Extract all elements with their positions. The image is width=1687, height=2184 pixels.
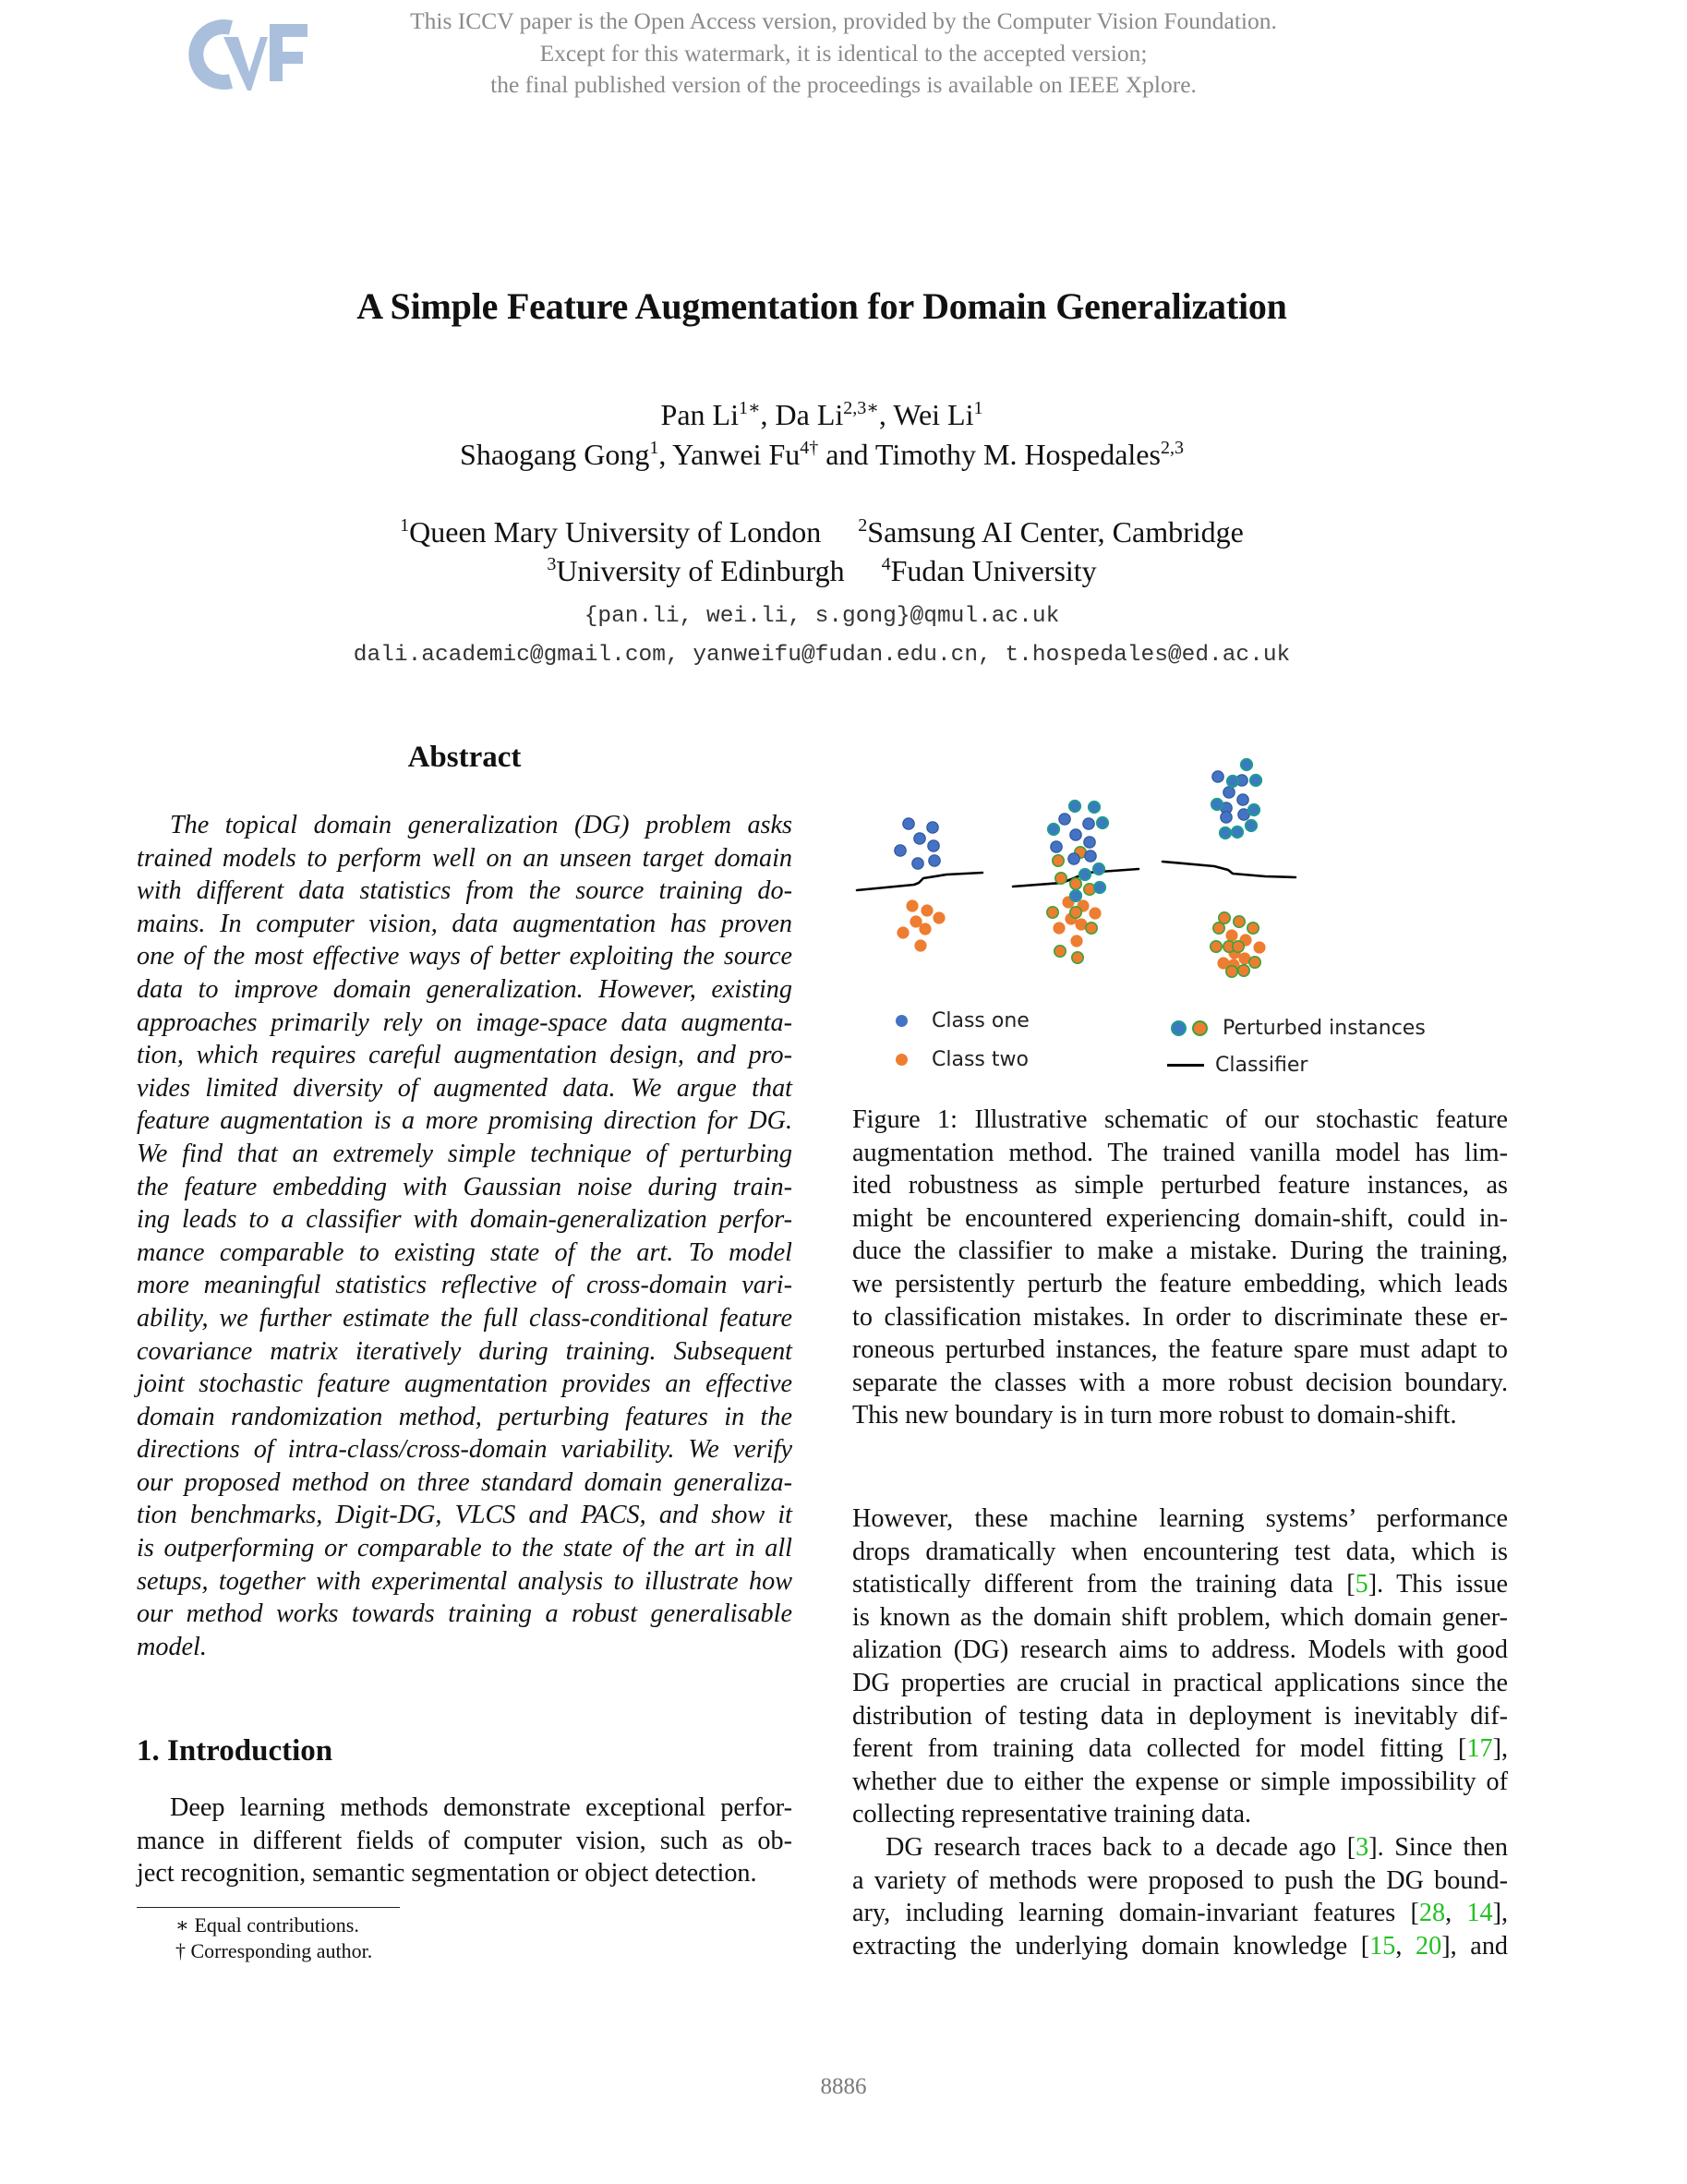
perturbed-class-two-point: [1070, 878, 1081, 889]
text-line: vides limited diversity of augmented data. We argue that: [137, 1073, 792, 1103]
text-line: duce the classifier to make a mistake. During the training,: [852, 1237, 1508, 1266]
perturbed-class-one-point: [1093, 863, 1104, 875]
affiliation-line-2: [0, 551, 1644, 590]
text-line: setups, together with experimental analysis to illustrate how: [137, 1566, 792, 1596]
text-line: to classification mistakes. In order to discriminate these er-: [852, 1302, 1508, 1332]
class-one-point: [1084, 837, 1095, 848]
blue-dot-icon: [896, 1015, 908, 1027]
footnotes: [175, 1913, 372, 1964]
perturbed-class-one-point: [1079, 869, 1091, 880]
perturbed-class-two-point: [1072, 952, 1083, 963]
class-one-point: [929, 855, 940, 866]
perturbed-class-two-point: [1226, 966, 1237, 977]
text-line: might be encountered experiencing domain-shift, could in-: [852, 1203, 1508, 1233]
class-two-point: [1254, 942, 1265, 953]
perturbed-class-one-point: [1211, 799, 1223, 810]
text-line: Deep learning methods demonstrate exceptional perfor-: [170, 1793, 792, 1822]
text-line: ited robustness as simple perturbed feature instances, as: [852, 1171, 1508, 1201]
page-number: 8886: [820, 2074, 867, 2099]
affiliation: $^1$Queen Mary University of London: [400, 515, 822, 549]
class-one-point: [928, 840, 939, 851]
citation-link[interactable]: 15: [1369, 1931, 1396, 1961]
text-line: mance comparable to existing state of the art. To model: [137, 1237, 792, 1267]
perturbed-class-one-point: [1094, 882, 1105, 893]
text-line: collecting representative training data.: [852, 1800, 1252, 1829]
class-one-point: [1070, 829, 1081, 840]
text-line: a variety of methods were proposed to push the DG bound-: [852, 1865, 1508, 1895]
email-line: dali.academic@gmail.com, yanweifu@fudan.edu.cn, t.hospedales@ed.ac.uk: [353, 643, 1291, 668]
text-line: covariance matrix iteratively during training. Subsequent: [137, 1336, 792, 1366]
class-one-point: [1068, 853, 1079, 864]
figure-1-caption: [852, 1104, 1508, 1432]
text-line: mance in different fields of computer vision, such as ob-: [137, 1826, 792, 1855]
perturbed-class-one-point: [1069, 801, 1080, 812]
perturbed-class-two-point: [1233, 941, 1244, 952]
perturbed-blue-dot-icon: [1171, 1020, 1187, 1036]
class-one-point: [1212, 771, 1223, 782]
figure-1-legend: [877, 993, 1505, 1085]
perturbed-class-one-point: [1232, 827, 1243, 838]
affiliation: $^3$University of Edinburgh: [547, 554, 845, 587]
text-line: statistically different from the training data [5]. This issue: [852, 1570, 1508, 1599]
introduction-heading: 1. Introduction: [137, 1734, 333, 1768]
class-two-point: [922, 905, 933, 916]
text-line: more meaningful statistics reflective of cross-domain vari-: [137, 1271, 792, 1300]
legend-perturbed-instances: Perturbed instances: [1171, 1017, 1426, 1040]
class-two-point: [907, 900, 918, 911]
perturbed-class-one-point: [1220, 827, 1231, 839]
text-line: The topical domain generalization (DG) problem asks: [170, 811, 792, 839]
perturbed-class-two-point: [1053, 855, 1064, 866]
class-two-point: [1226, 930, 1237, 941]
watermark-line: the final published version of the proceedings is available on IEEE Xplore.: [490, 71, 1197, 98]
class-one-point: [1051, 841, 1062, 852]
class-one-point: [1085, 851, 1096, 862]
text-line: ferent from training data collected for model fitting [17],: [852, 1734, 1508, 1764]
text-line: alization (DG) research aims to address. Models with good: [852, 1635, 1508, 1665]
perturbed-class-one-point: [1250, 775, 1261, 786]
class-two-point: [898, 927, 909, 938]
text-line: ject recognition, semantic segmentation or object detection.: [137, 1859, 757, 1888]
text-line: our method works towards training a robust generalisable: [137, 1599, 792, 1629]
class-two-point: [1054, 923, 1065, 934]
paper-title: A Simple Feature Augmentation for Domain Generalization: [356, 285, 1287, 327]
perturbed-class-one-point: [1241, 759, 1252, 770]
class-one-point: [927, 822, 938, 833]
legend-class-one: Class one: [896, 1009, 1030, 1032]
watermark-line: This ICCV paper is the Open Access version, provided by the Computer Vision Foundation.: [410, 7, 1277, 34]
text-line: separate the classes with a more robust decision boundary.: [852, 1368, 1508, 1397]
text-line: one of the most effective ways of better exploiting the source: [137, 942, 792, 971]
perturbed-class-two-point: [1249, 957, 1260, 968]
perturbed-class-one-point: [1248, 804, 1259, 815]
footnote-equal-contribution: ∗ Equal contributions.: [175, 1913, 359, 1937]
class-one-point: [895, 845, 906, 856]
text-line: data to improve domain generalization. However, existing: [137, 974, 792, 1004]
perturbed-class-two-point: [1238, 965, 1249, 976]
text-line: ary, including learning domain-invariant features [28, 14],: [852, 1899, 1508, 1928]
text-line: roneous perturbed instances, the feature spare must adapt to: [852, 1335, 1508, 1365]
affiliation-line-1: [0, 513, 1644, 551]
classifier-boundary: [857, 873, 982, 890]
author-name: Yanwei $Fu^{4\dagger}$: [672, 438, 819, 471]
class-two-point: [934, 912, 945, 923]
perturbed-class-two-point: [1086, 923, 1097, 934]
class-one-point: [903, 818, 914, 829]
text-line: our proposed method on three standard domain generaliza-: [137, 1467, 792, 1497]
abstract-body: [137, 809, 792, 1663]
perturbed-class-one-point: [1227, 776, 1238, 787]
perturbed-class-two-point: [1070, 907, 1081, 918]
legend-classifier: Classifier: [1167, 1054, 1307, 1077]
classifier-boundary: [1163, 862, 1295, 877]
text-line: directions of intra-class/cross-domain variability. We verify: [137, 1435, 792, 1465]
citation-link[interactable]: 17: [1466, 1734, 1493, 1764]
text-line: extracting the underlying domain knowledge [15, 20], and: [852, 1931, 1509, 1961]
author-name: Pan $Li^{1∗}$: [660, 398, 761, 431]
perturbed-class-two-point: [1055, 873, 1066, 884]
orange-dot-icon: [896, 1054, 908, 1066]
affiliations: [0, 513, 1644, 590]
citation-link[interactable]: 20: [1416, 1931, 1442, 1961]
author-line-1: Pan $Li^{1∗}$, Da $Li^{2,3∗}$, Wei Li$^1$: [660, 398, 983, 431]
legend-class-two: Class two: [896, 1048, 1029, 1071]
class-one-point: [1223, 787, 1235, 798]
author-name: Da $Li^{2,3∗}$: [775, 398, 879, 431]
class-one-point: [1237, 794, 1248, 805]
perturbed-class-one-point: [1246, 820, 1257, 831]
class-two-point: [910, 916, 922, 927]
citation-link[interactable]: 5: [1355, 1570, 1368, 1599]
introduction-body-left: [137, 1792, 792, 1890]
class-one-point: [912, 858, 923, 869]
perturbed-class-two-point: [1047, 907, 1058, 918]
text-line: the feature embedding with Gaussian noise during train-: [137, 1172, 792, 1201]
text-line: ing leads to a classifier with domain-generalization perfor-: [137, 1205, 792, 1235]
email-line: {pan.li, wei.li, s.gong}@qmul.ac.uk: [584, 604, 1060, 629]
citation-link[interactable]: 28: [1418, 1899, 1446, 1928]
class-one-point: [914, 833, 925, 844]
text-line: Figure 1: Illustrative schematic of our stochastic feature: [852, 1105, 1508, 1134]
text-line: augmentation method. The trained vanilla model has lim-: [852, 1138, 1508, 1167]
text-line: This new boundary is in turn more robust to domain-shift.: [852, 1401, 1457, 1430]
class-two-point: [1071, 935, 1082, 947]
text-line: joint stochastic feature augmentation provides an effective: [137, 1370, 792, 1399]
text-line: DG research traces back to a decade ago [3]. Since then: [886, 1832, 1508, 1862]
text-line: ability, we further estimate the full class-conditional feature: [137, 1303, 792, 1333]
text-line: trained models to perform well on an unseen target domain: [137, 843, 792, 873]
affiliation: $^4$Fudan University: [881, 554, 1097, 587]
perturbed-class-one-point: [1089, 802, 1100, 813]
text-line: with different data statistics from the source training do-: [137, 876, 792, 906]
perturbed-class-two-point: [1247, 923, 1259, 934]
perturbed-class-two-point: [1234, 916, 1245, 927]
class-two-point: [1090, 908, 1101, 919]
text-line: However, these machine learning systems’ performance: [852, 1504, 1508, 1533]
perturbed-class-two-point: [1054, 946, 1066, 957]
citation-link[interactable]: 14: [1466, 1899, 1493, 1928]
perturbed-orange-dot-icon: [1192, 1020, 1208, 1036]
perturbed-class-two-point: [1213, 923, 1224, 934]
perturbed-class-one-point: [1097, 817, 1108, 828]
author-name: Wei Li$^1$: [893, 398, 983, 431]
text-line: mains. In computer vision, data augmentation has proven: [137, 909, 792, 938]
introduction-body-right: [852, 1502, 1508, 1962]
text-line: tion benchmarks, Digit-DG, VLCS and PACS, and show it: [137, 1501, 792, 1530]
affiliation: $^2$Samsung AI Center, Cambridge: [858, 515, 1244, 549]
citation-link[interactable]: 3: [1356, 1832, 1369, 1862]
class-two-point: [920, 923, 931, 935]
class-one-point: [1221, 812, 1232, 823]
author-list: [0, 395, 1644, 475]
abstract-heading: Abstract: [407, 741, 522, 774]
text-line: approaches primarily rely on image-space data augmenta-: [137, 1008, 792, 1037]
author-emails: [0, 597, 1644, 675]
text-line: is outperforming or comparable to the state of the art in all: [137, 1534, 792, 1563]
footnote-divider: [137, 1907, 400, 1908]
footnote-corresponding-author: † Corresponding author.: [175, 1939, 373, 1962]
text-line: feature augmentation is a more promising direction for DG.: [137, 1106, 792, 1136]
text-line: domain randomization method, perturbing features in the: [137, 1402, 792, 1431]
classifier-line-icon: [1167, 1064, 1204, 1067]
watermark-line: Except for this watermark, it is identical to the accepted version;: [539, 39, 1148, 66]
class-one-point: [1083, 818, 1094, 829]
perturbed-class-one-point: [1070, 890, 1081, 901]
open-access-watermark: [0, 6, 1687, 102]
class-one-point: [1059, 814, 1070, 825]
author-name: Shaogang Gong$^1$: [460, 438, 659, 471]
text-line: DG properties are crucial in practical applications since the: [852, 1668, 1508, 1697]
text-line: whether due to either the expense or simple impossibility of: [852, 1767, 1508, 1796]
text-line: drops dramatically when encountering test data, which is: [852, 1537, 1508, 1566]
text-line: we persistently perturb the feature embedding, which leads: [852, 1269, 1508, 1298]
text-line: tion, which requires careful augmentation design, and pro-: [137, 1041, 792, 1070]
author-line-2: Shaogang Gong$^1$, Yanwei $Fu^{4\dagger}$ and Timothy M. Hospedales$^{2,3}$: [460, 438, 1184, 471]
text-line: model.: [137, 1632, 207, 1661]
text-line: We find that an extremely simple technique of perturbing: [137, 1139, 792, 1168]
text-line: is known as the domain shift problem, which domain gener-: [852, 1602, 1508, 1632]
text-line: distribution of testing data in deployment is inevitably dif-: [852, 1701, 1508, 1731]
class-two-point: [915, 940, 926, 951]
figure-1-schematic: [845, 743, 1510, 1002]
perturbed-class-one-point: [1048, 824, 1059, 835]
author-name: Timothy M. Hospedales$^{2,3}$: [874, 438, 1184, 471]
perturbed-class-two-point: [1211, 941, 1222, 952]
